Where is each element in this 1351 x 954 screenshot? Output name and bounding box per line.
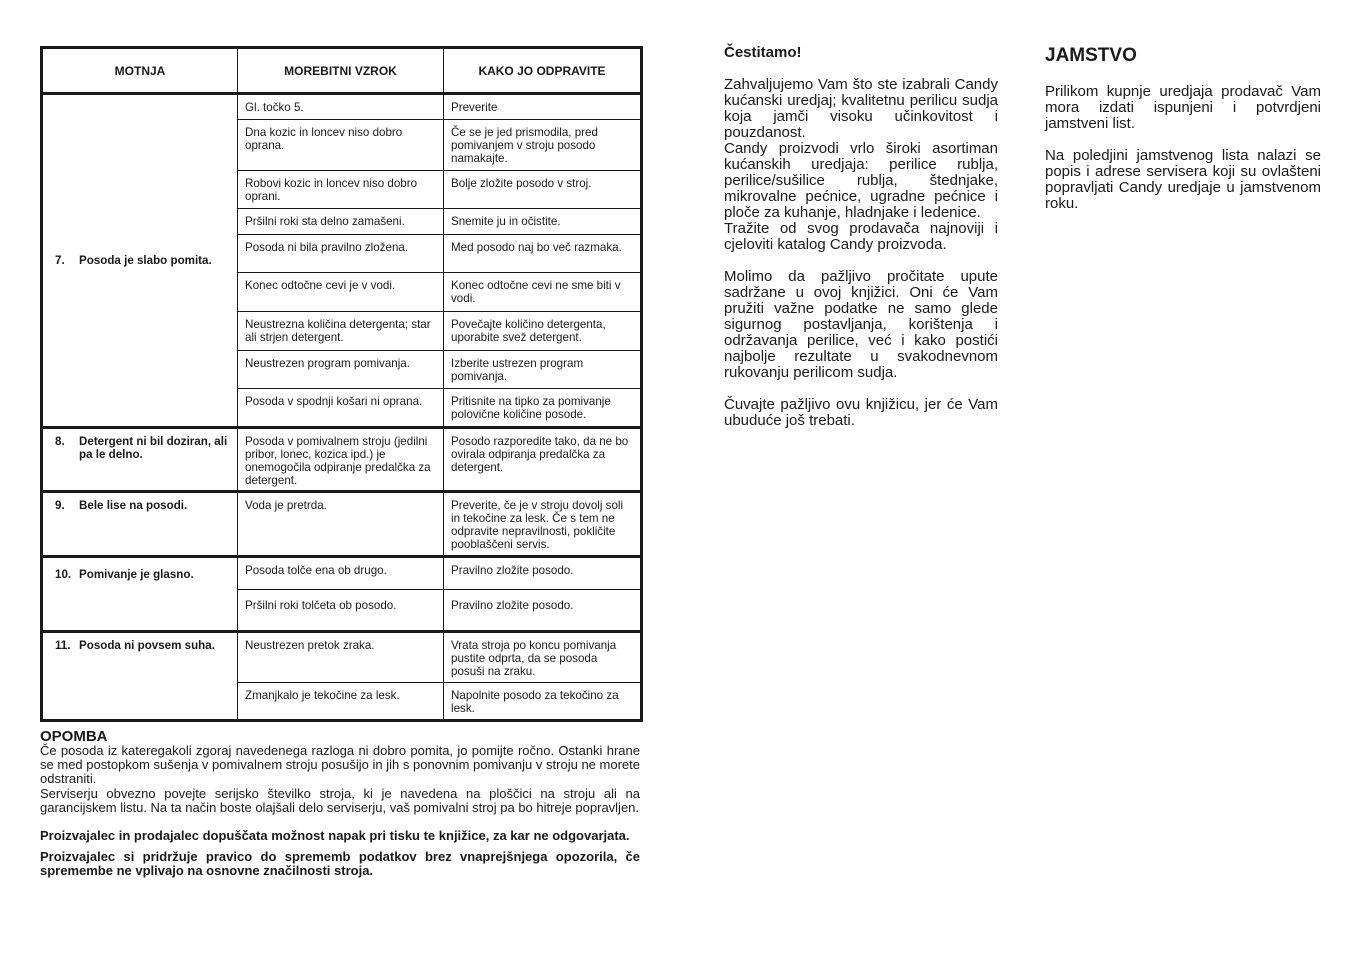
header-cause: MOREBITNI VZROK bbox=[238, 48, 444, 94]
table-row bbox=[42, 557, 642, 590]
table-row bbox=[42, 492, 642, 557]
welcome-paragraph: Tražite od svog prodavača najnoviji i cjeloviti katalog Candy proizvoda. bbox=[724, 220, 998, 253]
welcome-section bbox=[724, 44, 998, 445]
symptom-cell: 11. Posoda ni povsem suha. bbox=[42, 632, 238, 721]
fix-cell: Snemite ju in očistite. bbox=[444, 209, 642, 235]
troubleshooting-section bbox=[40, 46, 641, 879]
welcome-paragraph: Candy proizvodi vrlo široki asortiman kućanskih uredjaja: perilice rublja, perilice/sušilice rublja, štednjake, mikrovalne pećnice, ugradne pećnice i ploče za kuhanje, hladnjake i ledenice. bbox=[724, 140, 998, 221]
note-title: OPOMBA bbox=[40, 728, 108, 745]
header-fix: KAKO JO ODPRAVITE bbox=[444, 48, 642, 94]
welcome-paragraph: Čuvajte pažljivo ovu knjižicu, jer će Vam ubuduće još trebati. bbox=[724, 396, 998, 429]
troubleshooting-table bbox=[40, 46, 643, 722]
welcome-title: Čestitamo! bbox=[724, 44, 802, 61]
fix-cell: Pravilno zložite posodo. bbox=[444, 590, 642, 632]
cause-cell: Posoda ni bila pravilno zložena. bbox=[238, 235, 444, 273]
warranty-paragraph: Na poledjini jamstvenog lista nalazi se popis i adrese servisera koji su ovlašteni popravljati Candy uredjaje u jamstvenom roku. bbox=[1045, 147, 1321, 212]
table-header-row bbox=[42, 48, 642, 94]
cause-cell: Posoda v spodnji košari ni oprana. bbox=[238, 389, 444, 428]
cause-cell: Zmanjkalo je tekočine za lesk. bbox=[238, 683, 444, 721]
disclaimer-paragraph: Proizvajalec in prodajalec dopuščata možnost napak pri tisku te knjižice, za kar ne odgovarjata. bbox=[40, 828, 630, 844]
fix-cell: Konec odtočne cevi ne sme biti v vodi. bbox=[444, 273, 642, 312]
fix-cell: Posodo razporedite tako, da ne bo ovirala odpiranja predalčka za detergent. bbox=[444, 428, 642, 492]
table-row bbox=[42, 428, 642, 492]
fix-cell: Bolje zložite posodo v stroj. bbox=[444, 171, 642, 209]
cause-cell: Konec odtočne cevi je v vodi. bbox=[238, 273, 444, 312]
symptom-cell: 9. Bele lise na posodi. bbox=[42, 492, 238, 557]
symptom-cell: 10. Pomivanje je glasno. bbox=[42, 557, 238, 632]
fix-cell: Pritisnite na tipko za pomivanje polovične količine posode. bbox=[444, 389, 642, 428]
warranty-section bbox=[1045, 44, 1321, 228]
cause-cell: Neustrezen pretok zraka. bbox=[238, 632, 444, 683]
warranty-title: JAMSTVO bbox=[1045, 45, 1137, 66]
fix-cell: Izberite ustrezen program pomivanja. bbox=[444, 351, 642, 389]
header-symptom: MOTNJA bbox=[42, 48, 238, 94]
warranty-paragraph: Prilikom kupnje uredjaja prodavač Vam mora izdati ispunjeni i potvrdjeni jamstveni list. bbox=[1045, 83, 1321, 132]
cause-cell: Dna kozic in loncev niso dobro oprana. bbox=[238, 120, 444, 171]
symptom-cell: 7. Posoda je slabo pomita. bbox=[42, 94, 238, 428]
fix-cell: Napolnite posodo za tekočino za lesk. bbox=[444, 683, 642, 721]
fix-cell: Povečajte količino detergenta, uporabite svež detergent. bbox=[444, 312, 642, 351]
cause-cell: Pršilni roki sta delno zamašeni. bbox=[238, 209, 444, 235]
fix-cell: Preverite bbox=[444, 94, 642, 120]
cause-cell: Gl. točko 5. bbox=[238, 94, 444, 120]
note-paragraph: Serviserju obvezno povejte serijsko številko stroja, ki je navedena na ploščici na stroju ali na garancijskem listu. Na ta način boste olajšali delo serviserju, vaš pomivalni stroj pa bo hitreje popravljen. bbox=[40, 785, 640, 815]
disclaimer-paragraph: Proizvajalec si pridržuje pravico do sprememb podatkov brez vnaprejšnjega opozorila, če spremembe ne vplivajo na osnovne značilnosti stroja. bbox=[40, 849, 640, 879]
welcome-paragraph: Molimo da pažljivo pročitate upute sadržane u ovoj knjižici. Oni će Vam pružiti važne podatke ne samo glede sigurnog postavljanja, korištenja i održavanja perilice, već i kako postići najbolje rezultate u svakodnevnom rukovanju perilicom sudja. bbox=[724, 268, 998, 381]
cause-cell: Posoda v pomivalnem stroju (jedilni pribor, lonec, kozica ipd.) je onemogočila odpiranje predalčka za detergent. bbox=[238, 428, 444, 492]
fix-cell: Vrata stroja po koncu pomivanja pustite odprta, da se posoda posuši na zraku. bbox=[444, 632, 642, 683]
table-row bbox=[42, 94, 642, 120]
fix-cell: Preverite, če je v stroju dovolj soli in tekočine za lesk. Če s tem ne odpravite nepravilnosti, pokličite pooblaščeni servis. bbox=[444, 492, 642, 557]
cause-cell: Neustrezen program pomivanja. bbox=[238, 351, 444, 389]
welcome-paragraph: Zahvaljujemo Vam što ste izabrali Candy kućanski uredjaj; kvalitetnu perilicu sudja koja jamči visoku učinkovitost i pouzdanost. bbox=[724, 76, 998, 141]
symptom-cell: 8. Detergent ni bil doziran, ali pa le delno. bbox=[42, 428, 238, 492]
cause-cell: Neustrezna količina detergenta; star ali strjen detergent. bbox=[238, 312, 444, 351]
note-section bbox=[40, 729, 640, 879]
cause-cell: Pršilni roki tolčeta ob posodo. bbox=[238, 590, 444, 632]
cause-cell: Posoda tolče ena ob drugo. bbox=[238, 557, 444, 590]
fix-cell: Med posodo naj bo več razmaka. bbox=[444, 235, 642, 273]
note-paragraph: Če posoda iz kateregakoli zgoraj navedenega razloga ni dobro pomita, jo pomijte ročno. Ostanki hrane se med postopkom sušenja v pomivalnem stroju posušijo in jih s ponovnim pomivanju v stroju ne morete odstraniti. bbox=[40, 743, 640, 787]
fix-cell: Če se je jed prismodila, pred pomivanjem v stroju posodo namakajte. bbox=[444, 120, 642, 171]
cause-cell: Voda je pretrda. bbox=[238, 492, 444, 557]
table-row bbox=[42, 632, 642, 683]
cause-cell: Robovi kozic in loncev niso dobro oprani. bbox=[238, 171, 444, 209]
fix-cell: Pravilno zložite posodo. bbox=[444, 557, 642, 590]
